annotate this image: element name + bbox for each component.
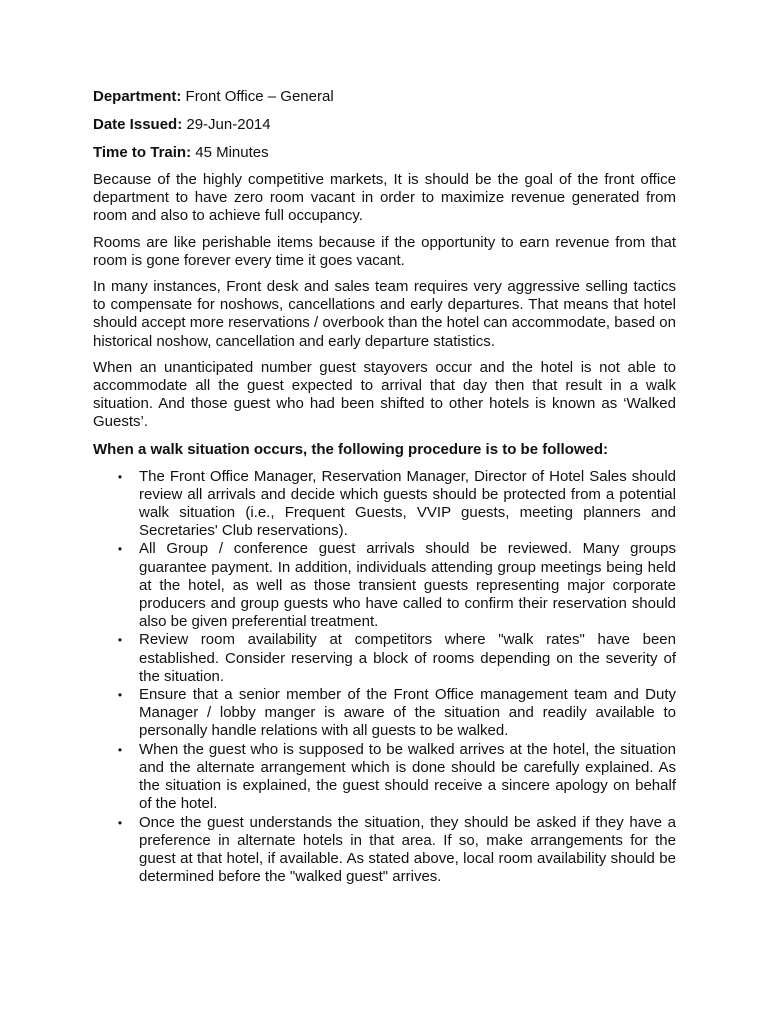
list-item-text: The Front Office Manager, Reservation Manager, Director of Hotel Sales should review all arrivals and decide which guests should be protected from a potential walk situation (i.e., Frequent Guests, VVIP guests, meeting planners and Secretaries' Club reservations). <box>139 467 676 540</box>
list-item-text: Ensure that a senior member of the Front Office management team and Duty Manager / lobby manger is aware of the situation and readily available to personally handle relations with all guests to be walked. <box>139 686 676 740</box>
bullet-icon: • <box>117 469 123 484</box>
bullet-icon: • <box>117 542 123 557</box>
time-to-train-value: 45 Minutes <box>191 144 269 161</box>
bullet-icon: • <box>117 815 123 830</box>
department-label: Department: <box>93 88 182 105</box>
list-item <box>117 540 676 631</box>
bullet-icon: • <box>117 688 123 703</box>
time-to-train-line <box>93 143 676 162</box>
list-item <box>117 686 676 741</box>
list-item-text: Review room availability at competitors where "walk rates" have been established. Consider reserving a block of rooms depending on the severity of the situation. <box>139 631 676 685</box>
list-item-text: All Group / conference guest arrivals should be reviewed. Many groups guarantee payment. In addition, individuals attending group meetings being held at the hotel, as well as those transient guests representing major corporate producers and group guests who have called to confirm their reservation should also be given preferential treatment. <box>139 540 676 631</box>
procedure-list <box>93 468 676 887</box>
department-value: Front Office – General <box>181 88 334 105</box>
list-item <box>117 467 676 541</box>
list-item <box>117 740 676 814</box>
paragraph-overbooking: In many instances, Front desk and sales team requires very aggressive selling tactics to compensate for noshows, cancellations and early departures. That means that hotel should accept more reservations / overbook than the hotel can accommodate, based on historical noshow, cancellation and early departure statistics. <box>93 278 676 350</box>
time-to-train-label: Time to Train: <box>93 144 192 161</box>
list-item-text: When the guest who is supposed to be walked arrives at the hotel, the situation and the alternate arrangement which is done should be carefully explained. As the situation is explained, the guest should receive a sincere apology on behalf of the hotel. <box>139 740 676 813</box>
bullet-icon: • <box>117 742 123 757</box>
list-item-text: Once the guest understands the situation, they should be asked if they have a preference in alternate hotels in that area. If so, make arrangements for the guest at that hotel, if available. As stated above, local room availability should be determined before the "walked guest" arrives. <box>139 813 676 886</box>
date-issued-value: 29-Jun-2014 <box>182 116 271 133</box>
paragraph-perishable: Rooms are like perishable items because if the opportunity to earn revenue from that room is gone forever every time it goes vacant. <box>93 233 676 269</box>
paragraph-walk-situation: When an unanticipated number guest stayovers occur and the hotel is not able to accommodate all the guest expected to arrival that day then that result in a walk situation. And those guest who had been shifted to other hotels is known as ‘Walked Guests’. <box>93 358 676 431</box>
department-line <box>93 87 676 106</box>
date-issued-line <box>93 115 676 134</box>
paragraph-intro: Because of the highly competitive markets, It is should be the goal of the front office department to have zero room vacant in order to maximize revenue generated from room and also to achieve full occupancy. <box>93 171 676 225</box>
list-item <box>117 631 676 686</box>
bullet-icon: • <box>117 633 123 648</box>
procedure-heading: When a walk situation occurs, the following procedure is to be followed: <box>93 440 609 458</box>
list-item <box>117 813 676 887</box>
date-issued-label: Date Issued: <box>93 116 183 133</box>
